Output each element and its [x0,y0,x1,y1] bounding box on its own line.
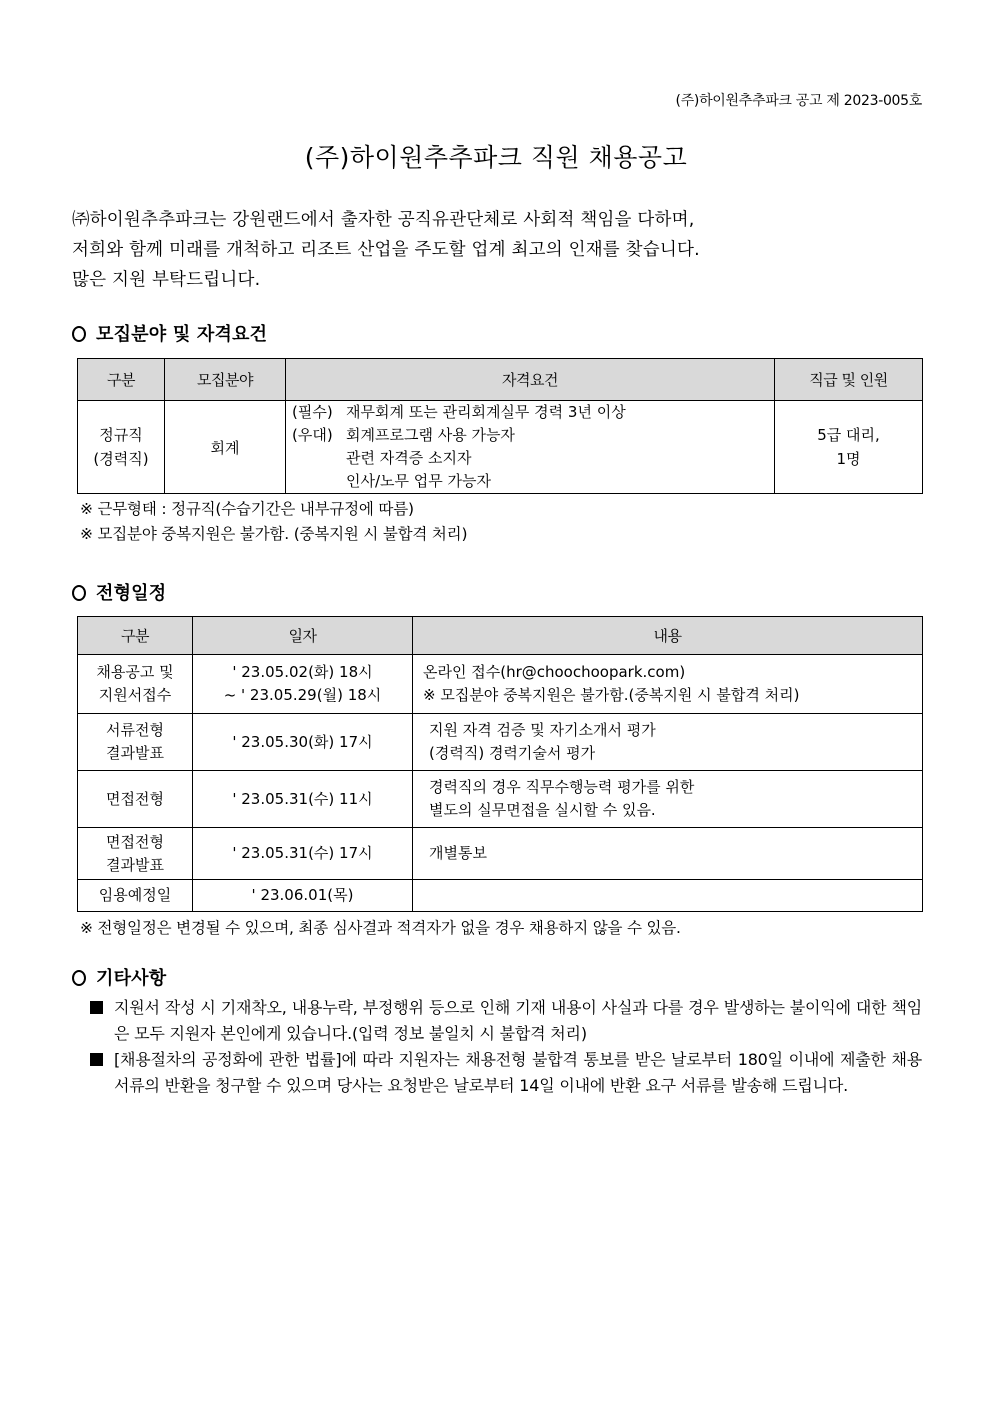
field-cell: 회계 [165,401,286,494]
cell-text: (경력직) [93,450,149,468]
section-heading-recruitment [72,320,267,346]
employment-type-cell [78,401,165,494]
date-cell: ' 23.05.30(화) 17시 [193,714,413,771]
date-cell: ' 23.05.31(수) 11시 [193,771,413,828]
intro-line: 저희와 함께 미래를 개척하고 리조트 산업을 주도할 업계 최고의 인재를 찾습니다. [72,240,700,260]
circle-bullet-icon [72,326,86,342]
table-row [78,714,923,771]
announcement-number: (주)하이원추추파크 공고 제 2023-005호 [675,93,922,109]
requirement-line: (우대) 회계프로그램 사용 가능자 [292,426,515,444]
intro-line: ㈜하이원추추파크는 강원랜드에서 출자한 공직유관단체로 사회적 책임을 다하며, [72,210,695,230]
content-cell [413,880,923,912]
cell-text: 1명 [836,450,861,468]
intro-paragraph [72,205,932,295]
stage-cell: 채용공고 및 지원서접수 [78,655,193,714]
page-title: (주)하이원추추파크 직원 채용공고 [304,143,688,172]
col-header: 구분 [78,359,165,401]
intro-line: 많은 지원 부탁드립니다. [72,270,261,290]
section-heading-text: 모집분야 및 자격요건 [96,324,268,345]
date-cell: ' 23.05.02(화) 18시 ~ ' 23.05.29(월) 18시 [193,655,413,714]
note-duplicate-application: ※ 모집분야 중복지원은 불가함. (중복지원 시 불합격 처리) [80,525,468,543]
table-row [78,655,923,714]
section-heading-schedule [72,579,166,605]
content-cell: 지원 자격 검증 및 자기소개서 평가 (경력직) 경력기술서 평가 [413,714,923,771]
col-header: 일자 [193,617,413,655]
recruitment-table [77,358,923,494]
stage-cell: 임용예정일 [78,880,193,912]
table-row [78,771,923,828]
requirement-line: 인사/노무 업무 가능자 [346,472,492,490]
stage-cell: 면접전형 결과발표 [78,828,193,880]
table-row [78,828,923,880]
col-header: 모집분야 [165,359,286,401]
requirements-cell [286,401,775,494]
table-header-row [78,617,923,655]
note-schedule-change: ※ 전형일정은 변경될 수 있으며, 최종 심사결과 적격자가 없을 경우 채용하지 않을 수 있음. [80,919,681,937]
section-heading-other [72,964,166,990]
table-row [78,401,923,494]
content-cell: 온라인 접수(hr@choochoopark.com) ※ 모집분야 중복지원은 불가함.(중복지원 시 불합격 처리) [413,655,923,714]
other-notes-list [88,995,922,1099]
circle-bullet-icon [72,970,86,986]
col-header: 자격요건 [286,359,775,401]
square-bullet-icon [90,1001,103,1014]
requirement-line: (필수) 재무회계 또는 관리회계실무 경력 3년 이상 [292,403,626,421]
circle-bullet-icon [72,585,86,601]
square-bullet-icon [90,1053,103,1066]
note-work-type: ※ 근무형태 : 정규직(수습기간은 내부규정에 따름) [80,500,414,518]
table-header-row [78,359,923,401]
list-item: 지원서 작성 시 기재착오, 내용누락, 부정행위 등으로 인해 기재 내용이 사실과 다를 경우 발생하는 불이익에 대한 책임은 모두 지원자 본인에게 있습니다.(입력 정보 불일치 시 불합격 처리) [88,995,922,1047]
content-cell: 경력직의 경우 직무수행능력 평가를 위한 별도의 실무면접을 실시할 수 있음. [413,771,923,828]
date-cell: ' 23.06.01(목) [193,880,413,912]
grade-headcount-cell [775,401,923,494]
col-header: 내용 [413,617,923,655]
date-cell: ' 23.05.31(수) 17시 [193,828,413,880]
table-row [78,880,923,912]
section-heading-text: 기타사항 [96,968,167,989]
stage-cell: 서류전형 결과발표 [78,714,193,771]
section-heading-text: 전형일정 [96,583,167,604]
stage-cell: 면접전형 [78,771,193,828]
list-item: [채용절차의 공정화에 관한 법률]에 따라 지원자는 채용전형 불합격 통보를 받은 날로부터 180일 이내에 제출한 채용서류의 반환을 청구할 수 있으며 당사는 요청받은 날로부터 14일 이내에 반환 요구 서류를 발송해 드립니다. [88,1047,922,1099]
col-header: 구분 [78,617,193,655]
content-cell: 개별통보 [413,828,923,880]
cell-text: 정규직 [99,426,143,444]
schedule-table [77,616,923,912]
cell-text: 5급 대리, [817,426,880,444]
requirement-line: 관련 자격증 소지자 [346,449,472,467]
col-header: 직급 및 인원 [775,359,923,401]
